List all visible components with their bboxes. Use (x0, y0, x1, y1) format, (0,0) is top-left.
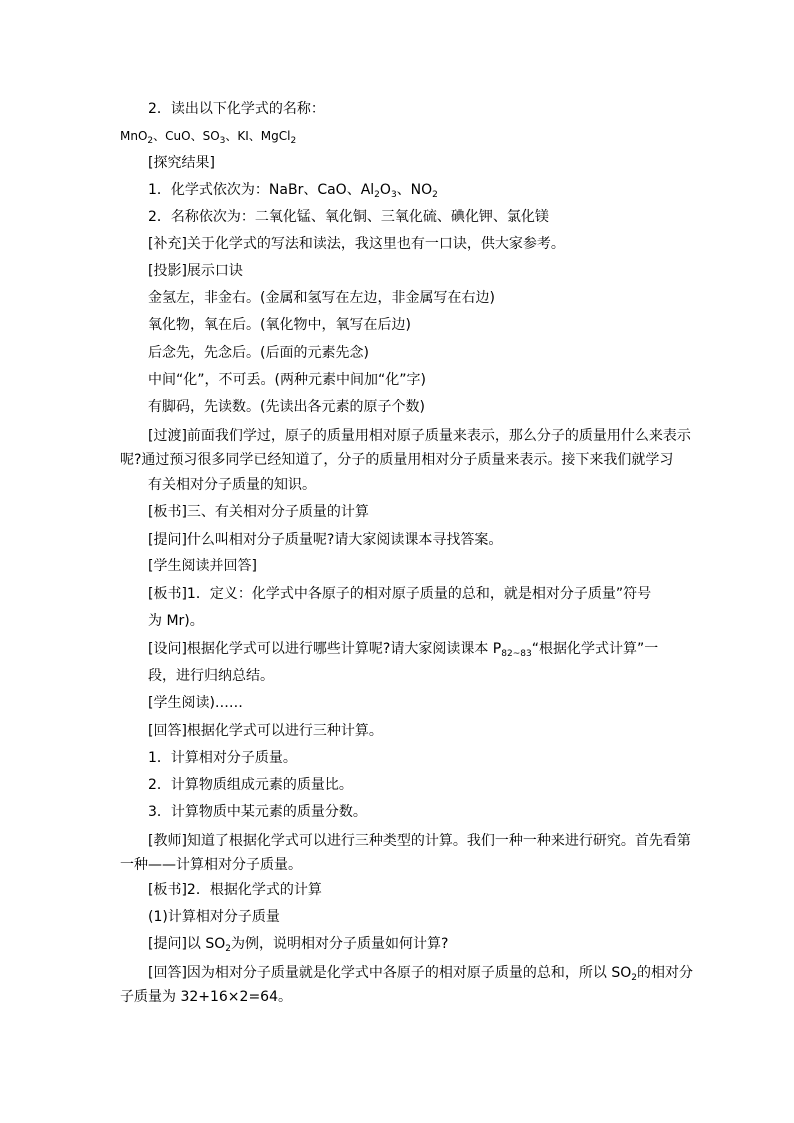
text-line: 2．名称依次为：二氧化锰、氧化铜、三氧化硫、碘化钾、氯化镁 (148, 209, 549, 225)
text-span: 、CuO、SO (153, 129, 220, 143)
text-line: 2．计算物质组成元素的质量比。 (148, 777, 353, 793)
text-line: 金氢左，非金右。(金属和氢写在左边，非金属写在右边) (148, 290, 495, 306)
text-line: 子质量为 32+16×2=64。 (120, 989, 292, 1005)
text-line: 中间“化”，不可丢。(两种元素中间加“化”字) (148, 372, 426, 388)
text-line: [回答]根据化学式可以进行三种计算。 (148, 723, 383, 739)
text-line: 后念先，先念后。(后面的元素先念) (148, 345, 369, 361)
subscript: 2 (290, 136, 297, 146)
text-line: 为 Mr)。 (148, 613, 204, 629)
text-line: [板书]2．根据化学式的计算 (148, 882, 322, 898)
text-span: 、NO (396, 182, 433, 198)
text-span: 的相对分 (637, 965, 694, 981)
text-span: [设问]根据化学式可以进行哪些计算呢?请大家阅读课本 P (148, 641, 502, 657)
text-span: [回答]因为相对分子质量就是化学式中各原子的相对原子质量的总和，所以 SO (148, 965, 632, 981)
text-line-question (148, 640, 658, 658)
text-line: [过渡]前面我们学过，原子的质量用相对原子质量来表示，那么分子的质量用什么来表示 (148, 428, 691, 444)
text-line: [板书]三、有关相对分子质量的计算 (148, 504, 369, 520)
subscript: 2 (147, 136, 154, 146)
text-span: [提问]以 SO (148, 936, 226, 952)
text-line: 呢?通过预习很多同学已经知道了，分子的质量用相对分子质量来表示。接下来我们就学习 (120, 452, 674, 468)
text-span: 为例，说明相对分子质量如何计算? (231, 936, 449, 952)
text-line: 有关相对分子质量的知识。 (148, 477, 316, 493)
subscript: 3 (219, 136, 226, 146)
subscript: 2 (631, 973, 638, 983)
subscript: 2 (225, 944, 232, 954)
text-span: O (379, 182, 391, 198)
text-line-results (148, 181, 438, 199)
text-line: 氧化物，氧在后。(氧化物中，氧写在后边) (148, 317, 411, 333)
subscript: 2 (374, 190, 380, 200)
subscript: 82~83 (501, 649, 532, 659)
text-line: [学生阅读并回答] (148, 558, 257, 574)
text-line: [提问]什么叫相对分子质量呢?请大家阅读课本寻找答案。 (148, 532, 503, 548)
text-line: 段，进行归纳总结。 (148, 668, 274, 684)
text-line: 有脚码，先读数。(先读出各元素的原子个数) (148, 399, 425, 415)
text-line-formulas (120, 127, 296, 145)
text-line-so2 (148, 935, 448, 953)
text-line: (1)计算相对分子质量 (148, 909, 280, 925)
text-line: [学生阅读)…… (148, 695, 243, 711)
text-line-answer (148, 964, 693, 982)
text-line: [教师]知道了根据化学式可以进行三种类型的计算。我们一种一种来进行研究。首先看第 (148, 833, 691, 849)
subscript: 3 (390, 190, 397, 200)
text-span: 、KI、MgCl (225, 129, 291, 143)
text-line: 一种——计算相对分子质量。 (120, 857, 302, 873)
text-line: 1．计算相对分子质量。 (148, 750, 297, 766)
text-span: “根据化学式计算”一 (531, 641, 659, 657)
text-line: [投影]展示口诀 (148, 263, 243, 279)
text-line: 2．读出以下化学式的名称： (148, 101, 325, 117)
text-span: MnO (120, 129, 148, 143)
text-line: [补充]关于化学式的写法和读法，我这里也有一口诀，供大家参考。 (148, 236, 565, 252)
text-line: [板书]1．定义：化学式中各原子的相对原子质量的总和，就是相对分子质量”符号 (148, 586, 652, 602)
text-line: 3．计算物质中某元素的质量分数。 (148, 804, 367, 820)
text-line: [探究结果] (148, 155, 215, 171)
subscript: 2 (432, 190, 438, 200)
text-span: 1．化学式依次为：NaBr、CaO、Al (148, 182, 375, 198)
